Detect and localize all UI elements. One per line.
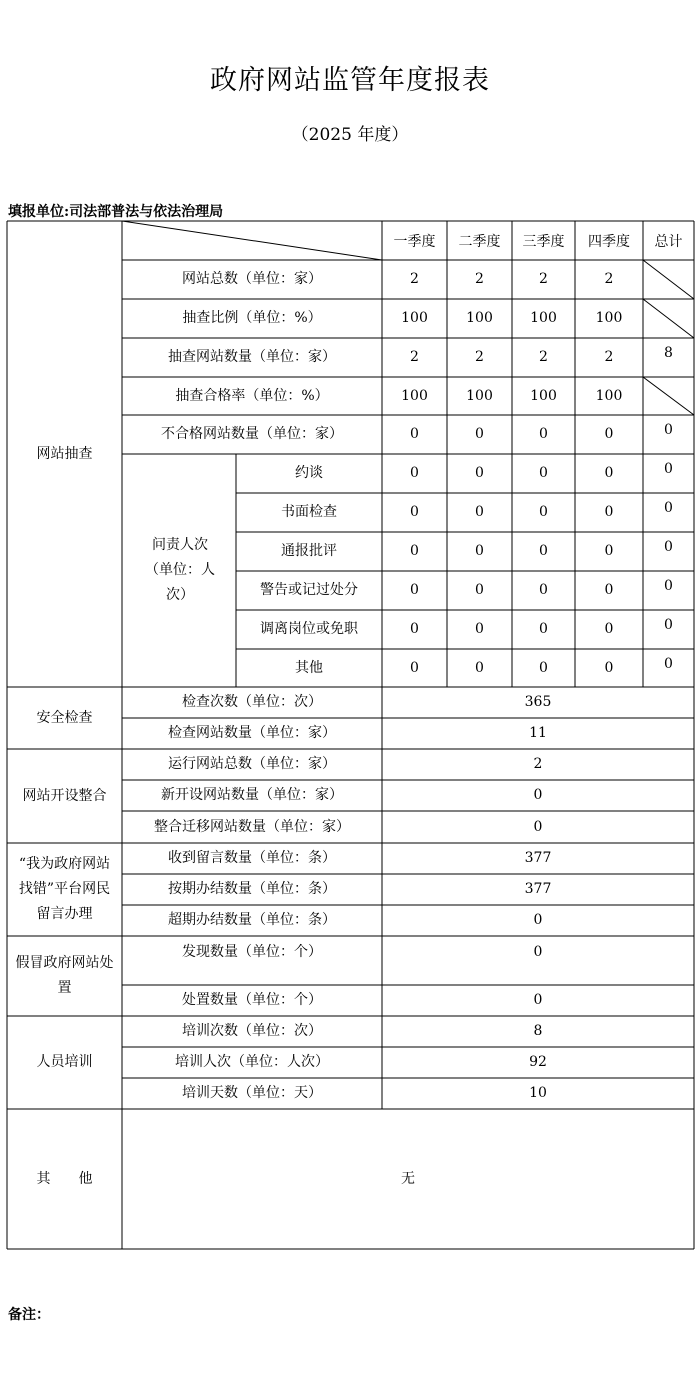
row-label: 网站总数（单位：家） [182,271,322,287]
group-fake: 假冒政府网站处置 [15,955,114,996]
quarter-value: 0 [410,582,419,598]
quarter-value: 0 [475,465,484,481]
group-training: 人员培训 [36,1054,93,1070]
quarter-value: 100 [401,310,428,326]
quarter-value: 0 [604,504,614,520]
row-value: 8 [533,1023,543,1039]
group-inspection: 网站抽查 [36,445,93,462]
group-opening: 网站开设整合 [22,787,107,804]
report-year: （2025 年度） [291,125,409,145]
total-value: 0 [664,617,673,633]
total-value: 0 [664,500,673,516]
row-value: 10 [529,1085,547,1101]
row-label: 处置数量（单位：个） [182,992,322,1008]
quarter-value: 100 [595,387,623,404]
quarter-value: 0 [604,465,614,481]
quarter-value: 0 [475,504,484,520]
row-label: 新开设网站数量（单位：家） [161,787,343,803]
header-q1: 一季度 [393,234,436,250]
total-value [643,302,694,338]
row-label: 检查网站数量（单位：家） [168,725,336,741]
row-label: 收到留言数量（单位：条） [168,850,336,866]
row-label: 抽查网站数量（单位：家） [168,349,336,365]
row-label: 检查次数（单位：次） [182,694,322,710]
quarter-value: 0 [604,621,614,637]
total-value: 0 [664,422,673,438]
total-value: 0 [664,656,673,672]
row-label: 运行网站总数（单位：家） [168,756,336,772]
header-q4: 四季度 [588,234,630,250]
quarter-value: 0 [475,543,484,559]
quarter-value: 2 [539,271,548,287]
row-value: 365 [524,694,552,710]
total-value: 8 [664,345,673,361]
group-other: 其 他 [36,1170,93,1187]
header-q3: 三季度 [522,234,565,250]
quarter-value: 0 [539,465,548,481]
quarter-value: 2 [410,349,419,365]
quarter-value: 0 [475,659,484,676]
quarter-value: 0 [604,582,614,598]
total-value: 0 [664,578,673,594]
quarter-value: 100 [530,310,557,326]
group-accountability: 问责人次（单位：人次） [145,537,215,603]
quarter-value: 2 [475,349,484,365]
page-title: 政府网站监管年度报表 [210,65,490,96]
row-value: 92 [529,1054,547,1070]
quarter-value: 0 [410,621,419,637]
row-label: 其他 [295,659,323,676]
quarter-value: 0 [475,621,484,637]
row-value: 0 [533,787,543,803]
quarter-value: 0 [604,659,614,676]
header-total: 总计 [654,234,683,250]
quarter-value: 0 [604,426,614,442]
quarter-value: 0 [410,465,419,481]
row-value: 0 [533,818,543,835]
header-q2: 二季度 [458,234,501,250]
quarter-value: 0 [539,426,548,442]
row-value: 0 [533,944,543,960]
total-value: 0 [664,461,673,477]
group-feedback: “我为政府网站找错”平台网民留言办理 [18,856,111,922]
row-label: 约谈 [295,465,323,481]
quarter-value: 100 [401,387,428,404]
row-label: 发现数量（单位：个） [182,944,322,960]
quarter-value: 2 [604,349,614,365]
row-label: 整合迁移网站数量（单位：家） [154,818,350,835]
quarter-value: 100 [466,310,493,326]
quarter-value: 0 [410,543,419,559]
quarter-value: 0 [539,582,548,598]
quarter-value: 2 [539,349,548,365]
quarter-value: 0 [604,543,614,559]
remarks-label: 备注： [8,1307,50,1323]
quarter-value: 100 [466,387,493,404]
quarter-value: 2 [604,271,614,287]
quarter-value: 0 [410,659,419,676]
reporting-unit: 填报单位:司法部普法与依法治理局 [8,204,224,220]
quarter-value: 0 [475,426,484,442]
row-label: 抽查合格率（单位：%） [175,387,329,404]
quarter-value: 2 [475,271,484,287]
row-value: 377 [524,881,552,897]
row-label: 不合格网站数量（单位：家） [161,426,343,442]
quarter-value: 0 [410,504,419,520]
row-value: 0 [533,912,543,928]
row-label: 书面检查 [281,504,337,520]
quarter-value: 0 [539,659,548,676]
row-label: 按期办结数量（单位：条） [168,881,336,897]
row-label: 抽查比例（单位：%） [182,310,322,326]
row-value: 11 [529,725,547,741]
quarter-value: 0 [539,621,548,637]
row-value: 0 [533,992,543,1008]
quarter-value: 100 [595,310,623,326]
total-value [643,380,694,415]
quarter-value: 0 [539,504,548,520]
quarter-value: 0 [539,543,548,559]
row-label: 培训次数（单位：次） [182,1023,322,1039]
row-label: 培训天数（单位：天） [182,1085,322,1101]
row-label: 超期办结数量（单位：条） [168,912,336,928]
total-value: 0 [664,539,673,555]
row-value: 2 [533,756,543,772]
quarter-value: 100 [530,387,557,404]
row-label: 调离岗位或免职 [260,621,358,637]
other-value: 无 [401,1170,415,1187]
row-label: 警告或记过处分 [260,582,358,598]
total-value [643,263,694,299]
row-label: 培训人次（单位：人次） [175,1054,329,1070]
quarter-value: 2 [410,271,419,287]
row-label: 通报批评 [281,543,337,559]
quarter-value: 0 [410,426,419,442]
quarter-value: 0 [475,582,484,598]
group-security: 安全检查 [36,709,93,726]
row-value: 377 [524,850,552,866]
